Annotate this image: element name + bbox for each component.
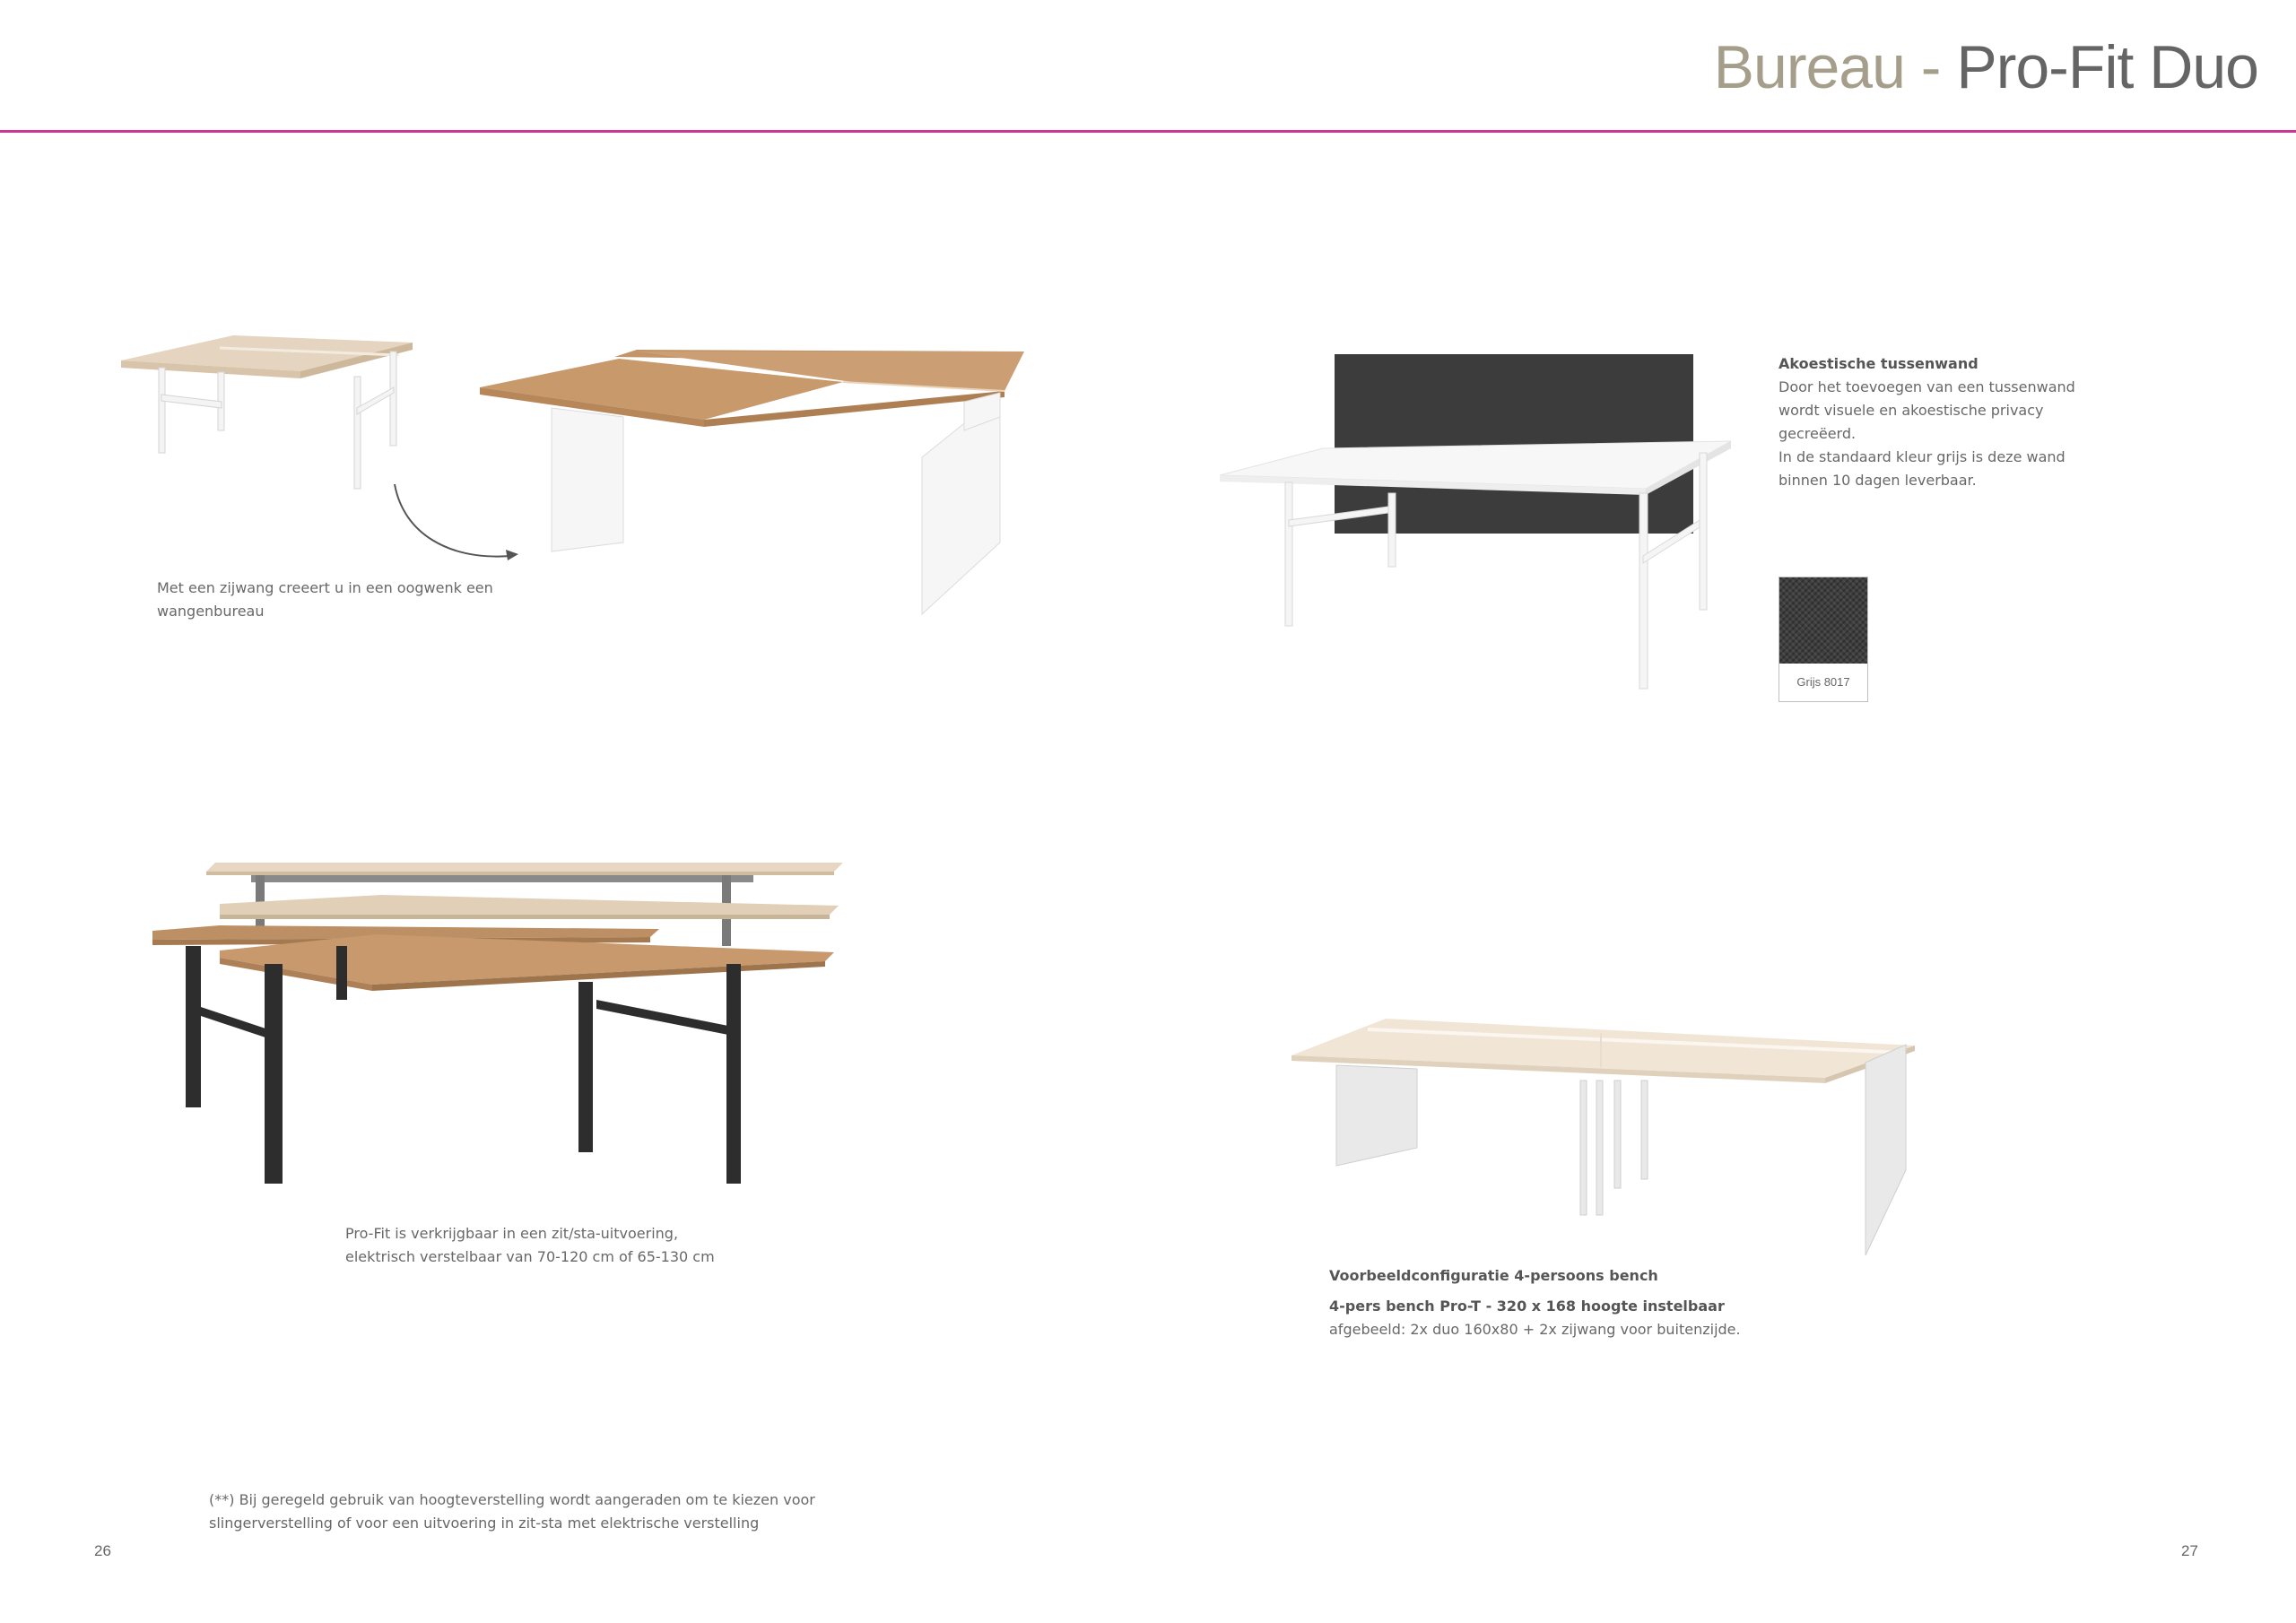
footnote-line: slingerverstelling of voor een uitvoering in zit-sta met elektrische verstelling xyxy=(209,1515,760,1532)
desk-image-acoustic-screen xyxy=(1215,350,1735,699)
acoustic-screen-caption xyxy=(1779,352,2075,492)
side-panel-caption xyxy=(157,577,493,623)
caption-line: binnen 10 dagen leverbaar. xyxy=(1779,472,1977,489)
title-product: Pro-Fit Duo xyxy=(1956,33,2258,101)
footnote-line: (**) Bij geregeld gebruik van hoogteverstelling wordt aangeraden om te kiezen voor xyxy=(209,1491,815,1508)
desk-image-panel-legs xyxy=(475,332,1031,628)
bench-caption xyxy=(1329,1264,1658,1288)
caption-heading: Akoestische tussenwand xyxy=(1779,355,1979,372)
desk-image-sit-stand xyxy=(148,852,848,1237)
caption-line: elektrisch verstelbaar van 70-120 cm of 65-130 cm xyxy=(345,1248,715,1265)
swatch-fill xyxy=(1779,577,1867,664)
colour-swatch xyxy=(1779,577,1868,702)
caption-subheading: 4-pers bench Pro-T - 320 x 168 hoogte instelbaar xyxy=(1329,1298,1725,1315)
caption-line: wordt visuele en akoestische privacy xyxy=(1779,402,2044,419)
bench-caption-detail xyxy=(1329,1295,1741,1341)
caption-line: In de standaard kleur grijs is deze wand xyxy=(1779,448,2066,465)
caption-line: afgebeeld: 2x duo 160x80 + 2x zijwang voor buitenzijde. xyxy=(1329,1321,1741,1338)
footnote xyxy=(209,1488,815,1535)
swatch-label: Grijs 8017 xyxy=(1796,675,1850,689)
header-rule xyxy=(0,130,2296,133)
caption-line: wangenbureau xyxy=(157,603,265,620)
page-title xyxy=(1714,32,2258,102)
caption-line: Pro-Fit is verkrijgbaar in een zit/sta-uitvoering, xyxy=(345,1225,679,1242)
caption-line: Met een zijwang creeert u in een oogwenk een xyxy=(157,579,493,596)
title-category: Bureau - xyxy=(1713,33,1941,101)
caption-heading: Voorbeeldconfiguratie 4-persoons bench xyxy=(1329,1267,1658,1284)
desk-image-small xyxy=(112,332,417,502)
desk-image-bench xyxy=(1287,1013,1924,1264)
caption-line: Door het toevoegen van een tussenwand xyxy=(1779,378,2075,395)
page-number-right: 27 xyxy=(2181,1542,2198,1559)
caption-line: gecreëerd. xyxy=(1779,425,1857,442)
page-number-left: 26 xyxy=(94,1542,111,1559)
sit-stand-caption xyxy=(345,1222,715,1269)
